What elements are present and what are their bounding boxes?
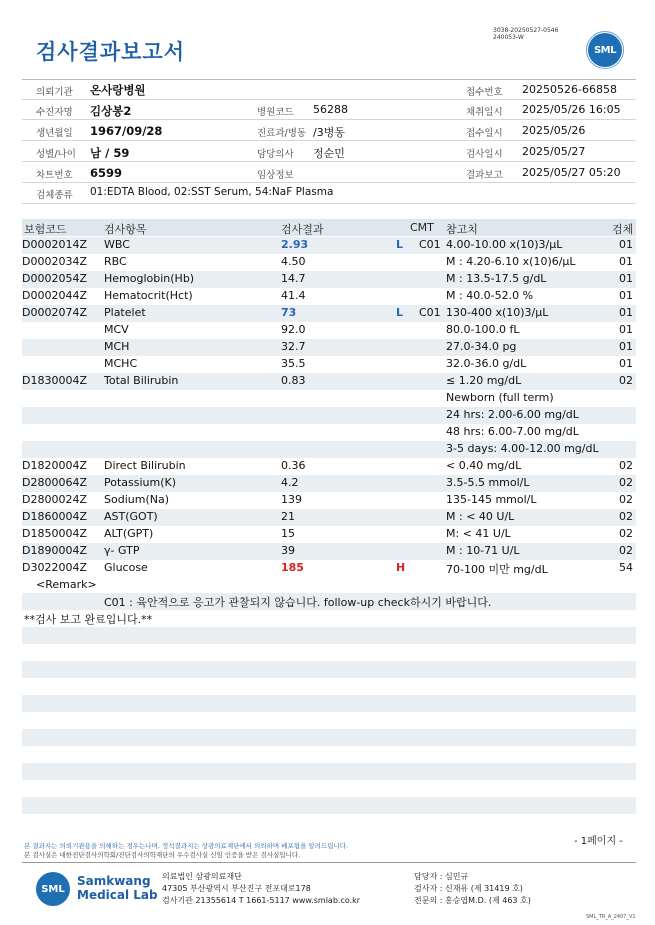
cell-flag: H (396, 561, 406, 574)
cell-result: 0.83 (281, 374, 306, 387)
cell-ref: 3-5 days: 4.00-12.00 mg/dL (446, 442, 599, 455)
empty-band (22, 661, 636, 678)
cell-ref: 48 hrs: 6.00-7.00 mg/dL (446, 425, 579, 438)
cell-result: 4.50 (281, 255, 306, 268)
cell-ref: M : 40.0-52.0 % (446, 289, 534, 302)
cell-code: D3022004Z (22, 561, 87, 574)
cell-code: D0002034Z (22, 255, 87, 268)
org-info: 의료법인 삼광의료재단 47305 부산광역시 부산진구 전포대로178 검사기관 21355614 T 1661-5117 www.smlab.co.kr (162, 872, 361, 905)
cell-result: 4.2 (281, 476, 299, 489)
cell-code: D2800064Z (22, 476, 87, 489)
chart-value: 6599 (90, 166, 123, 180)
header-ref: 참고치 (446, 223, 478, 236)
cell-item: RBC (104, 255, 127, 268)
cell-item: MCV (104, 323, 129, 336)
cell-ref: M : 13.5-17.5 g/dL (446, 272, 547, 285)
brand-name: Samkwang Medical Lab (77, 874, 158, 902)
birth-label: 생년월일 (36, 128, 73, 139)
hospital-code-label: 병원코드 (257, 107, 294, 118)
cell-ref: M : 4.20-6.10 x(10)6/μL (446, 255, 576, 268)
cell-ref: 70-100 미만 mg/dL (446, 563, 548, 576)
cell-code: D1850004Z (22, 527, 87, 540)
cell-spec: 02 (619, 510, 633, 523)
cell-result: 15 (281, 527, 295, 540)
cell-item: Potassium(K) (104, 476, 177, 489)
cell-spec: 01 (619, 289, 633, 302)
divider (22, 182, 636, 183)
cell-code: D1890004Z (22, 544, 87, 557)
divider (22, 79, 636, 80)
collect-value: 2025/05/26 16:05 (522, 103, 621, 116)
cell-item: AST(GOT) (104, 510, 158, 523)
cell-result: 21 (281, 510, 295, 523)
cell-spec: 02 (619, 476, 633, 489)
header-cmt: CMT (410, 221, 434, 234)
report-value: 2025/05/27 05:20 (522, 166, 621, 179)
page-title: 검사결과보고서 (36, 40, 186, 64)
notice-line-2: 본 검사실은 대한진단검사의학회/진단검사의학재단의 우수검사실 신임 인증을 받은 검사실입니다. (24, 851, 301, 859)
cell-item: MCH (104, 340, 130, 353)
cell-flag: L (396, 306, 404, 319)
cell-ref: ≤ 1.20 mg/dL (446, 374, 522, 387)
test-date-label: 검사일시 (466, 149, 503, 160)
cell-code: D1830004Z (22, 374, 87, 387)
cell-code: D0002014Z (22, 238, 87, 251)
cell-ref: 27.0-34.0 pg (446, 340, 517, 353)
cell-spec: 54 (619, 561, 633, 574)
staff-info: 담당자 : 심민규 검사자 : 신재유 (제 31419 호) 전문의 : 홍승엽M.D. (제 463 호) (414, 872, 531, 905)
cell-result: 32.7 (281, 340, 306, 353)
doctor-label: 담당의사 (257, 149, 294, 160)
empty-band (22, 729, 636, 746)
cell-ref: Newborn (full term) (446, 391, 554, 404)
divider (22, 203, 636, 204)
footer-divider (22, 862, 636, 863)
divider (22, 140, 636, 141)
cell-item: MCHC (104, 357, 138, 370)
cell-ref: 32.0-36.0 g/dL (446, 357, 527, 370)
receipt-no-value: 20250526-66858 (522, 83, 617, 96)
cell-ref: 135-145 mmol/L (446, 493, 537, 506)
empty-band (22, 797, 636, 814)
patient-value: 김상봉2 (90, 104, 132, 118)
cell-spec: 01 (619, 272, 633, 285)
sml-logo: SML (588, 33, 622, 67)
cell-item: γ- GTP (104, 544, 140, 557)
header-code: 보험코드 (24, 223, 67, 236)
patient-label: 수진자명 (36, 107, 73, 118)
cell-code: D1820004Z (22, 459, 87, 472)
sexage-value: 남 / 59 (90, 146, 130, 160)
document-id: 3038-20250527-0546 240053-W (493, 27, 559, 41)
form-code: SML_TR_A_2407_V1 (586, 914, 636, 920)
cell-spec: 02 (619, 459, 633, 472)
cell-ref: 80.0-100.0 fL (446, 323, 520, 336)
cell-result: 92.0 (281, 323, 306, 336)
cell-ref: M: < 41 U/L (446, 527, 511, 540)
chart-label: 차트번호 (36, 170, 73, 181)
collect-label: 채취일시 (466, 107, 503, 118)
cell-result: 41.4 (281, 289, 306, 302)
header-spec: 검체 (612, 223, 634, 236)
cell-result: 39 (281, 544, 295, 557)
institution-value: 온사랑병원 (90, 83, 146, 97)
empty-band (22, 627, 636, 644)
receipt-no-label: 접수번호 (466, 87, 503, 98)
cell-item: Total Bilirubin (104, 374, 179, 387)
header-item: 검사항목 (104, 223, 147, 236)
cell-result: 35.5 (281, 357, 306, 370)
divider (22, 119, 636, 120)
divider (22, 161, 636, 162)
cell-ref: 4.00-10.00 x(10)3/μL (446, 238, 563, 251)
receive-label: 접수일시 (466, 128, 503, 139)
cell-cmt: C01 (419, 238, 441, 251)
cell-spec: 01 (619, 255, 633, 268)
cell-result: 14.7 (281, 272, 306, 285)
cell-spec: 01 (619, 340, 633, 353)
institution-label: 의뢰기관 (36, 87, 73, 98)
hospital-code-value: 56288 (313, 103, 348, 116)
cell-code: D0002054Z (22, 272, 87, 285)
cell-spec: 02 (619, 493, 633, 506)
cell-spec: 01 (619, 323, 633, 336)
cell-spec: 02 (619, 527, 633, 540)
cell-cmt: C01 (419, 306, 441, 319)
report-complete-text: **검사 보고 완료입니다.** (24, 613, 153, 626)
cell-code: D0002074Z (22, 306, 87, 319)
cell-spec: 01 (619, 238, 633, 251)
cell-ref: 24 hrs: 2.00-6.00 mg/dL (446, 408, 579, 421)
cell-result: 139 (281, 493, 302, 506)
cell-item: Hemoglobin(Hb) (104, 272, 195, 285)
sml-logo-footer: SML (36, 872, 70, 906)
cell-ref: M : < 40 U/L (446, 510, 515, 523)
receive-value: 2025/05/26 (522, 124, 586, 137)
cell-item: Glucose (104, 561, 148, 574)
empty-band (22, 763, 636, 780)
cell-item: Hematocrit(Hct) (104, 289, 193, 302)
specimen-value: 01:EDTA Blood, 02:SST Serum, 54:NaF Plasma (90, 186, 334, 198)
specimen-label: 검체종류 (36, 190, 73, 201)
cell-result: 185 (281, 561, 304, 574)
doctor-value: 정순민 (313, 147, 345, 160)
cell-spec: 02 (619, 374, 633, 387)
remark-label: <Remark> (36, 578, 97, 591)
cell-spec: 01 (619, 357, 633, 370)
notice-line-1: 본 결과지는 의뢰기관용을 의해하는 경우는나며, 정석결과지는 상광의료재단에서 의뢰하며 배포됩을 알려드립니다. (24, 842, 349, 850)
cell-item: WBC (104, 238, 130, 251)
cell-item: Sodium(Na) (104, 493, 169, 506)
cell-result: 73 (281, 306, 297, 319)
cell-item: ALT(GPT) (104, 527, 154, 540)
cell-result: 2.93 (281, 238, 309, 251)
divider (22, 99, 636, 100)
cell-result: 0.36 (281, 459, 306, 472)
cell-code: D2800024Z (22, 493, 87, 506)
clinical-label: 임상정보 (257, 170, 294, 181)
test-date-value: 2025/05/27 (522, 145, 586, 158)
cell-flag: L (396, 238, 404, 251)
birth-value: 1967/09/28 (90, 124, 163, 138)
cell-ref: < 0.40 mg/dL (446, 459, 522, 472)
cell-code: D1860004Z (22, 510, 87, 523)
cell-ref: 130-400 x(10)3/μL (446, 306, 549, 319)
cell-ref: M : 10-71 U/L (446, 544, 520, 557)
dept-value: /3병동 (313, 126, 345, 139)
empty-band (22, 695, 636, 712)
page-number: - 1페이지 - (574, 836, 623, 847)
cell-item: Platelet (104, 306, 146, 319)
cell-item: Direct Bilirubin (104, 459, 186, 472)
report-label: 결과보고 (466, 170, 503, 181)
header-result: 검사결과 (281, 223, 324, 236)
cell-code: D0002044Z (22, 289, 87, 302)
cell-ref: 3.5-5.5 mmol/L (446, 476, 530, 489)
sexage-label: 성별/나이 (36, 149, 76, 160)
cell-spec: 02 (619, 544, 633, 557)
cell-spec: 01 (619, 306, 633, 319)
remark-c01: C01 : 육안적으로 응고가 관찰되지 않습니다. follow-up check하시기 바랍니다. (104, 596, 492, 609)
dept-label: 진료과/병동 (257, 128, 307, 139)
